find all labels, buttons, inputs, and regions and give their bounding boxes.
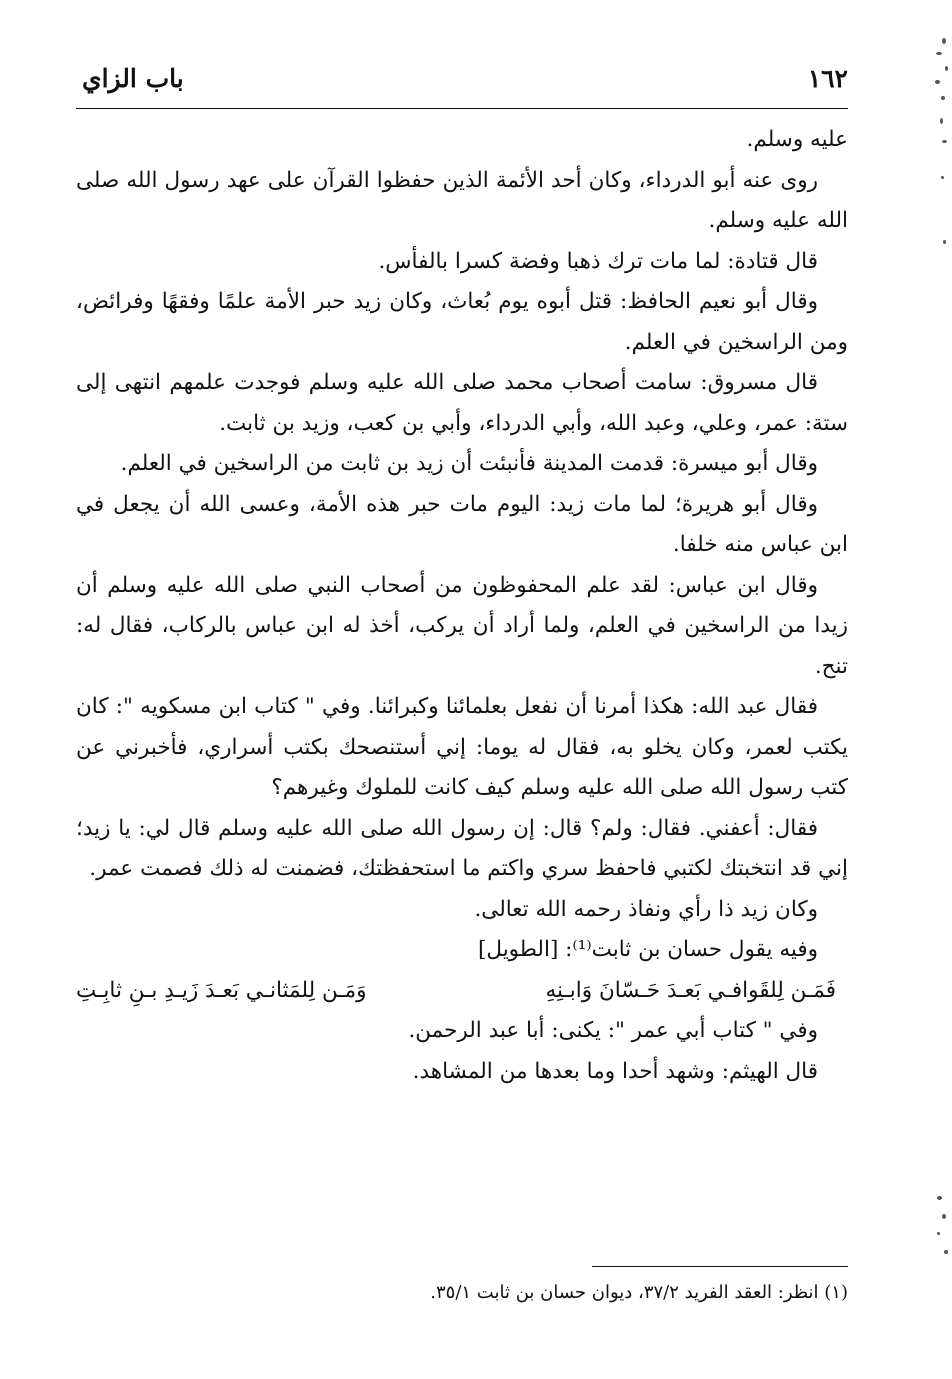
page-number: ١٦٢: [807, 64, 848, 93]
paragraph: وقال أبو هريرة؛ لما مات زيد: اليوم مات حبر هذه الأمة، وعسى الله أن يجعل في ابن عباس منه خلفا.: [76, 491, 848, 557]
footnote-divider: [592, 1266, 848, 1267]
main-text: [76, 120, 848, 1092]
paragraph: قال مسروق: سامت أصحاب محمد صلى الله عليه وسلم فوجدت علمهم انتهى إلى ستة: عمر، وعلي، وعبد الله، وأبي الدرداء، وأبي بن كعب، وزيد بن ثابت.: [76, 370, 848, 436]
paragraph: فقال: أعفني. فقال: ولم؟ قال: إن رسول الله صلى الله عليه وسلم قال لي: يا زيد؛ إني قد انتخبتك لكتبي فاحفظ سري واكتم ما استحفظتك، فضمنت له ذلك فصمت عمر.: [76, 815, 848, 881]
running-title: باب الزاي: [82, 64, 184, 93]
poetry-verse: [76, 971, 848, 1012]
paragraph: وكان زيد ذا رأي ونفاذ رحمه الله تعالى.: [474, 896, 818, 922]
paragraph: وقال ابن عباس: لقد علم المحفوظون من أصحاب النبي صلى الله عليه وسلم أن زيدا من الراسخين في العلم، ولما أراد أن يركب، أخذ له ابن عباس بالركاب، فقال له: تنح.: [76, 572, 848, 679]
paragraph: قال الهيثم: وشهد أحدا وما بعدها من المشاهد.: [412, 1058, 818, 1084]
paragraph: وقال أبو نعيم الحافظ: قتل أبوه يوم بُعاث، وكان زيد حبر الأمة علمًا وفقهًا وفرائض، ومن الراسخين في العلم.: [76, 289, 848, 355]
paragraph: عليه وسلم.: [746, 127, 848, 152]
paragraph: قال قتادة: لما مات ترك ذهبا وفضة كسرا بالفأس.: [378, 248, 818, 274]
paragraph: وفي " كتاب أبي عمر ": يكنى: أبا عبد الرحمن.: [408, 1018, 818, 1043]
paragraph: روى عنه أبو الدرداء، وكان أحد الأئمة الذين حفظوا القرآن على عهد رسول الله صلى الله عليه وسلم.: [76, 167, 848, 233]
verse-first-hemistich: فَمَـن لِلقَوافـي بَعـدَ حَـسّانَ وَابـنِهِ: [545, 977, 836, 1003]
paragraph: فقال عبد الله: هكذا أمرنا أن نفعل بعلمائنا وكبرائنا. وفي " كتاب ابن مسكويه ": كان يكتب لعمر، وكان يخلو به، فقال له يوما: إني أستنصحك بكتب أسراري، فأخبرني عن كتب رسول الله صلى الله عليه وسلم كيف كانت للملوك وغيرهم؟: [76, 694, 848, 800]
footnote: (١) انظر: العقد الفريد ٣٧/٢، ديوان حسان بن ثابت ٣٥/١.: [430, 1282, 848, 1303]
paragraph: وقال أبو ميسرة: قدمت المدينة فأنبئت أن زيد بن ثابت من الراسخين في العلم.: [120, 451, 818, 476]
verse-second-hemistich: وَمَـن لِلمَثانـي بَعـدَ زَيـدِ بـنِ ثابِـتِ: [76, 977, 367, 1003]
paragraph: وفيه يقول حسان بن ثابت⁽¹⁾: [الطويل]: [478, 937, 818, 962]
scan-edge-noise: [930, 0, 952, 1379]
page-header: [76, 56, 848, 109]
